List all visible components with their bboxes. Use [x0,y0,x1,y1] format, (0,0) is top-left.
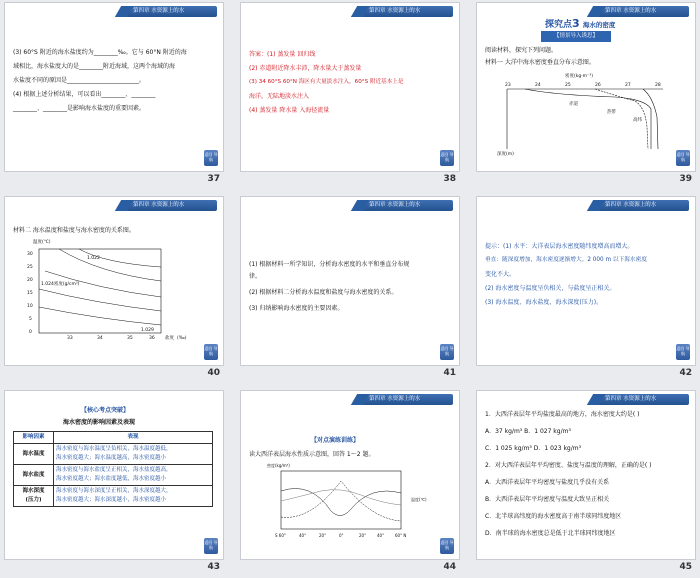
option-line: C．1 025 kg/m³ D．1 023 kg/m³ [485,445,581,452]
slide-43-canvas[interactable] [4,390,224,560]
chart-xunit: (‰) [177,336,187,341]
slide-thumbnail-37[interactable] [4,2,224,185]
chart-xtick: 33 [67,336,73,341]
chart-xtick: S 60° [275,533,286,538]
slide-thumbnail-45[interactable] [476,390,696,573]
nav-button[interactable]: 返回 导航 [676,150,690,166]
effect-line: 海水密度与海水温度呈负相关，海水温度越低， [56,446,172,452]
slide-text-line: 阅读材料，探究下列问题。 [485,47,558,54]
hint-line: 变化不大。 [485,271,516,278]
table-row [14,465,213,486]
slide-thumbnail-43[interactable] [4,390,224,573]
slide-header-banner: 第四章 水资源上的水 [361,200,453,211]
chart-ylabel-left: 密度(kg/m³) [267,463,290,468]
slide-header-banner: 第四章 水资源上的水 [361,394,453,405]
isopycnal-label: 1.024密度(g/cm³) [41,282,80,287]
chart-xlabel: 密度(kg·m⁻³) [565,74,593,79]
factor-cell: 海水盐度 [14,465,54,486]
option-line: A．37 kg/m³ B．1 027 kg/m³ [485,428,571,435]
slide-header-banner: 第四章 水资源上的水 [597,394,689,405]
effect-line: 海水密度与海水深度呈正相关，海水深度越大， [56,488,172,494]
effect-cell [54,444,213,465]
chart-xtick: 20° [359,533,367,538]
isopycnal-line [39,307,161,325]
slide-text-line: 材料一 大洋中海水密度垂直分布示意图。 [485,59,595,66]
slide-number: 44 [443,562,456,572]
section-tag: 【情景导入诱思】 [541,31,611,42]
slide-text-line: 读大西洋表层海水性质示意图，回答 1～2 题。 [249,451,375,458]
hint-line: 提示：(1) 水平：大洋表层海水密度随纬度增高而增大。 [485,243,634,250]
hint-line: (2) 海水密度与温度呈负相关，与盐度呈正相关。 [485,285,616,292]
chart-ytick: 15 [27,291,33,296]
section-title-text: 海水的密度 [582,21,616,29]
isopycnal-label: 1.022 [87,256,100,261]
question-line: 2．对大西洋表层年平均密度、盐度与温度的理解，正确的是( ) [485,462,652,469]
nav-button[interactable]: 返回 导航 [204,538,218,554]
zone-label: 赤道 [569,102,578,107]
slide-38-canvas[interactable] [240,2,460,172]
slide-42-canvas[interactable] [476,196,696,366]
slide-45-canvas[interactable] [476,390,696,560]
slide-40-canvas[interactable] [4,196,224,366]
slide-thumbnail-40[interactable] [4,196,224,379]
chart-xlabel: 盐度 [165,336,174,341]
nav-button[interactable]: 返回 导航 [440,344,454,360]
slide-text-line: 域相比，海水盐度大的是________附近海域，这两个海域的海 [13,63,176,70]
slide-number: 39 [679,174,692,184]
effect-cell [54,465,213,486]
chart-ytick: 0 [29,330,32,335]
slide-number: 37 [207,174,220,184]
section-tag: 【核心考点突破】 [81,407,130,414]
option-line: A．大西洋表层年平均密度与盐度几乎没有关系 [485,479,610,486]
slide-text-line: 材料二 海水温度和盐度与海水密度的关系图。 [13,227,135,234]
slide-text-line: (1) 根据材料一所学知识，分析海水密度的水平和垂直分布规 [249,261,410,268]
atlantic-surface-chart [261,461,441,541]
chart-xtick: 60° N [395,533,407,538]
slide-text-line: (3) 60°S 附近的海水盐度约为________‰。它与 60°N 附近的海 [13,49,187,56]
chart-xtick: 34 [97,336,103,341]
option-line: B．大西洋表层年平均密度与温度大致呈正相关 [485,496,610,503]
chart-ylabel: 深度(m) [497,152,514,157]
slide-thumbnail-41[interactable] [240,196,460,379]
chart-xtick: 36 [149,336,155,341]
table-title: 海水密度的影响因素及表现 [63,419,136,426]
slide-text-line: (3) 归纳影响海水密度的主要因素。 [249,305,344,312]
slide-text-line: (4) 根据上述分析结果，可以看出________、________ [13,91,156,98]
chart-tick: 28 [655,83,661,88]
slide-header-banner: 第四章 水资源上的水 [361,6,453,17]
chart-frame [39,249,161,333]
slide-number: 45 [679,562,692,572]
slide-number: 40 [207,368,220,378]
isopycnal-line [39,289,161,311]
option-line: D．南半球的海水密度总是低于北半球同纬度地区 [485,530,616,537]
effect-line: 海水密度越大；海水盐度越低，海水密度越小 [56,476,167,482]
hint-line: (3) 海水温度、海水盐度、海水深度(压力)。 [485,299,603,306]
curve-high-latitude [643,89,658,149]
option-line: C．北半球高纬度的海水密度高于南半球同纬度地区 [485,513,622,520]
table-header-row [14,432,213,444]
hint-line: 垂直：随深度增加，海水密度逐渐增大。2 000 m 以下海水密度 [485,257,647,263]
temperature-curve [281,481,401,521]
chart-tick: 25 [565,83,571,88]
zone-label: 高纬 [633,118,642,123]
salinity-curve [281,490,401,505]
chart-xtick: 40° [377,533,385,538]
slide-text-line: (2) 根据材料二分析海水温度和盐度与海水密度的关系。 [249,289,398,296]
section-title-prefix: 探究点 [545,20,573,30]
chart-ylabel-right: 温度(℃) [411,497,427,502]
section-tag: 【对点演练训练】 [311,437,360,444]
density-depth-chart [495,67,675,157]
slide-41-canvas[interactable] [240,196,460,366]
chart-xtick: 40° [299,533,307,538]
table-row [14,444,213,465]
factor-cell: 海水温度 [14,444,54,465]
chart-tick: 24 [535,83,541,88]
chart-ytick: 25 [27,265,33,270]
slide-text-line: 律。 [249,273,262,280]
section-title [545,17,615,32]
nav-button[interactable]: 返回 导航 [204,344,218,360]
slide-37-canvas[interactable] [4,2,224,172]
chart-ytick: 30 [27,252,33,257]
effect-line: 海水密度越大；海水温度越高，海水密度越小 [56,455,167,461]
answer-line: (4) 蒸发量 降水量 入海径流量 [249,107,330,114]
chart-xtick: 0° [339,533,344,538]
chart-tick: 27 [625,83,631,88]
slide-header-banner: 第四章 水资源上的水 [597,6,689,17]
slide-number: 41 [443,368,456,378]
chart-frame [281,471,401,529]
factor-cell: 海水深度 (压力) [14,486,54,507]
slide-thumbnail-42[interactable] [476,196,696,379]
answer-line: (3) 34 60°S 60°N 海区有大量淡水注入，60°S 附近基本上是 [249,79,404,85]
chart-xtick: 20° [319,533,327,538]
effect-cell [54,486,213,507]
slide-39-canvas[interactable] [476,2,696,172]
slide-text-line: ________、________是影响海水盐度的重要因素。 [13,105,146,112]
nav-button[interactable]: 返回 导航 [676,344,690,360]
slide-thumbnail-44[interactable] [240,390,460,573]
chart-ylabel: 温度(℃) [33,240,51,245]
chart-xtick: 35 [127,336,133,341]
slide-header-banner: 第四章 水资源上的水 [125,200,217,211]
slide-header-banner: 第四章 水资源上的水 [597,200,689,211]
slide-number: 38 [443,174,456,184]
chart-tick: 23 [505,83,511,88]
slide-44-canvas[interactable] [240,390,460,560]
section-title-number: 3 [572,17,580,30]
zone-label: 热带 [607,110,616,115]
slide-text-line: 水盐度不同的原因是________________________。 [13,77,146,84]
slide-thumbnail-38[interactable] [240,2,460,185]
isopycnal-line [59,249,161,281]
answer-line: 答案：(1) 蒸发量 回归线 [249,51,316,58]
slide-number: 43 [207,562,220,572]
chart-ytick: 20 [27,278,33,283]
temp-salinity-density-chart [19,237,189,342]
chart-ytick: 5 [29,317,32,322]
density-factor-table [13,431,213,507]
question-line: 1．大西洋表层年平均盐度最高的地方，海水密度大约是( ) [485,411,640,418]
chart-ytick: 10 [27,304,33,309]
nav-button[interactable]: 返回 导航 [440,538,454,554]
chart-tick: 26 [595,83,601,88]
nav-button[interactable]: 返回 导航 [440,150,454,166]
effect-line: 海水密度与海水盐度呈正相关，海水盐度越高， [56,467,172,473]
table-header-cell: 影响因素 [14,432,54,444]
slide-thumbnail-39[interactable] [476,2,696,185]
slide-header-banner: 第四章 水资源上的水 [125,6,217,17]
table-header-cell: 表现 [54,432,213,444]
answer-line: 海洋，无陆地淡水注入 [249,93,310,100]
nav-button[interactable]: 返回 导航 [204,150,218,166]
slide-number: 42 [679,368,692,378]
isopycnal-label: 1.029 [141,328,154,333]
answer-line: (2) 赤道附近降水丰沛，降水量大于蒸发量 [249,65,362,72]
effect-line: 海水密度越大；海水深度越小，海水密度越小 [56,497,167,503]
table-row [14,486,213,507]
